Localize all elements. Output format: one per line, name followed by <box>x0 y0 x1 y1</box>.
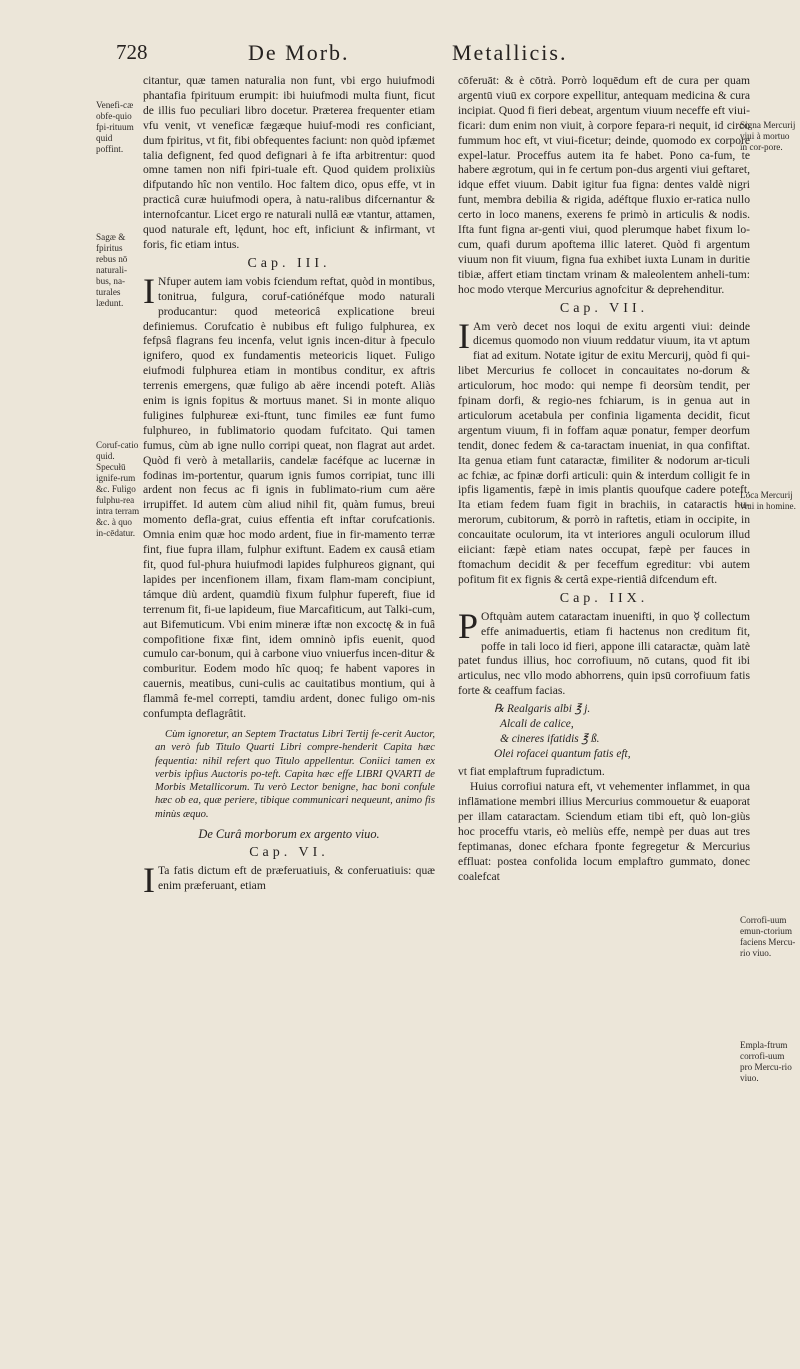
paragraph: POftquàm autem cataractam inuenifti, in quo ☿ collectum effe animaduertis, etiam fi hactenus non creditum fit, poffe in tali loco id fieri, appone illi cataractæ, quàm latè patet fundus illius, hoc corrofiuum, nō cutans, quod fit ibi articulus, nec vllo modo abhorrens, quin ipsū corrofiuum fatis forte & ceaffum facias. <box>458 605 750 698</box>
margin-note-right-2: Loca Mercurij viui in homine. <box>740 490 796 511</box>
margin-note-right-3: Corrofi-uum emun-ctorium faciens Mercu-rio viuo. <box>740 915 796 958</box>
running-title-left: De Morb. <box>248 40 350 65</box>
recipe-list <box>458 702 750 762</box>
margin-note-right-1: Signa Mercurij viui à mortuo in cor-pore. <box>740 120 796 152</box>
margin-note-left-2: Sagæ & fpiritus rebus nō naturali-bus, na-turales lædunt. <box>96 232 128 308</box>
chapter-heading: Cap. VII. <box>559 300 649 316</box>
left-text-column <box>143 74 435 900</box>
paragraph: IAm verò decet nos loqui de exitu argenti viui: deinde dicemus quomodo non viuum reddatur viuum, ita vt aptum fiat ad exitum. Notate igitur de exitu Mercurij, quòd fi qui-libet Mercurius fe collocet in concauitates no-dorum & articulorum, hoc modo: qui nempe fi deorsùm tendit, per fpinam dorfi, & regio-nes fchiarum, is in genua aut in articulorum acetabula per confinia ligamenta decidit, ficut argentum viuum, fi in foffam aquæ ponatur, femper deorfum tendit, donec fedem & ca-taractam inueniat, in qua confiftat. Ita genua etiam funt cataractæ, fimiliter & nodorum ar-ticuli ac fchiæ, ac fpinæ dorfi articuli: quin & interdum colligit fe in ipfis ligamentis, fæpè in imis plantis quoufque cadere poteft. Ita etiam fedem fuam figit in brachiis, in cataractis hu-merorum, cubitorum, & porrò in raftetis, etiam in occipite, in concauitate oculorum, ita vt interiores anguli oculorum illud eiiciant: fæpè etiam nates occupat, fæpè per fauces in ftomachum decidit & per feceffum egreditur: vbi autem pofitum fit ex fignis & certâ expe-rientiâ difcendum eft. <box>458 315 750 586</box>
paragraph: vt fiat emplaftrum fupradictum. <box>458 765 605 779</box>
page-number: 728 <box>116 40 148 64</box>
chapter-heading: Cap. VI. <box>249 844 329 860</box>
section-title: De Curâ morborum ex argento viuo. <box>198 827 380 842</box>
right-text-column <box>458 74 750 884</box>
recipe-line: Olei rofacei quantum fatis eft, <box>494 748 631 761</box>
recipe-line: Alcali de calice, <box>500 718 574 731</box>
margin-note-right-4: Empla-ftrum corrofi-uum pro Mercu-rio viuo. <box>740 1040 792 1083</box>
paragraph: ITa fatis dictum eft de præferuatiuis, & conferuatiuis: quæ enim præferuant, etiam <box>143 859 435 900</box>
recipe-line: & cineres ifatidis ℥ ß. <box>500 733 600 746</box>
paragraph: Huius corrofiui natura eft, vt vehementer inflammet, in qua inflāmatione membri illius Mercurius commouetur & euaporat per illam cataractam. Sciendum etiam tibi eft, quò lon-giùs hoc proceffu vtaris, eò meliùs effe, nempè per duas aut tres feptimanas, donec efchara fponte fegregetur & Mercurius effluat: postea confolida locum emplaftro gummato, donec coalefcat <box>458 780 750 883</box>
paragraph: citantur, quæ tamen naturalia non funt, vbi ergo huiufmodi phantafia fpirituum erumpit: ibi huiufmodi multa fiunt, ficut de illis fuo peculiari libro docetur. Præterea frequenter etiam vfu venit, vt veneficæ fægæque huiuf-modi res conficiant, dum fpiritus, vt fit, fibi obfequentes faciunt: non quòd ipfæmet talia defignent, fed quod defignari à fe ifta arbitrentur: quod omne tamen non nifi fpiri-tuale eft. Quod quidem prolixiùs difputando hîc non ventilo. Hoc faltem dico, opus effe, vt in practicâ curæ huiufmodi opera, à natu-ralibus difcernantur & internofcantur. Licet ergo re naturali nullâ eæ vtantur, attamen, quod naturale eft, lędunt, hoc eft, inficiunt & infirmant, vt foris, fic etiam intus. <box>143 74 435 251</box>
paragraph: INfuper autem iam vobis fciendum reftat, quòd in montibus, tonitrua, fulgura, coruf-catiónéfque modo naturali producantur: quod meteoricâ explicatione breui definiemus. Corufcatio è nubibus eft fuligo fulphurea, ex fefpsâ flagrans feu incenfa, velut ignis incen-ditur à fpeculo ignifero, quod ex fundamentis meteoricis liquet. Fuligo eiufmodi fulphurea etiam in montibus conditur, ex aftris terrenis emergens, quæ fuligo ab aëre incendi poteft. Aliàs enim is ignis fopitus & mortuus manet. Si in monte aliquo fuligines fulphureæ exi-ftunt, tunc fimiles eæ funt fumo fulphureo, in fublimatorio quodam fufcitato. Qui tamen fumus, cùm ab igne nullo corripi queat, non flagrat aut ardet. Quòd fi verò à metallariis, candelæ facéfque ac lucernæ in fodinas im-portentur, quarum ignis fumos corripiat, tunc illi ardent non fecus ac fi ignis in fublimato-rium cum aëre irrupiffet. Id autem cùm aliud nihil fit, quàm fumus, breui momento defla-grat, cuius effentia eft inftar corufcationis. Omnia enim quæ hoc modo ardent, fiue in fir-mamento terræ fint, fiue fupra illam, fulphur exiftunt. Eadem ex causâ etiam fit, quod ful-phura huiufmodi lapides fulphureos gignant, qui lapides per incenfionem illam, fixam flam-mam concipiunt, támque diù ardent, quamdiù fixum fulphur fupereft, fiue id terrenum fit, fi-ue lapideum, fiue Marcafiticum, aut Talki-cum, aut Bifemuticum. Vbi enim mineræ iftæ non excoctę & in fuâ compofitione fixæ fint, idem omninò ipfis euenit, quod cumulo car-bonum, qui à carbone viuo vniuerfus incen-ditur & comburitur. Eodem modo hîc quoq; fe habent vapores in cauernis, meatibus, cuni-culis ac cauitatibus montium, qui à flammâ fe-mel correpti, tamdiu ardent, donec fuligo om-nis confumpta deflagrâtit. <box>143 270 435 721</box>
running-title-right: Metallicis. <box>452 40 568 65</box>
recipe-line: ℞ Realgaris albi ℥ j. <box>494 703 591 716</box>
paragraph: cōferuāt: & è cōtrà. Porrò loquēdum eft de cura per quam argentū viuū ex corpore expellitur, antequam medicina & cura incipiat. Quod fi fieri debeat, argentum viuum neceffe eft viui-ficari: dum enim non viuit, à corpore fepara-ri nequit, id circo fummum hoc eft, vt viui-ficetur; deinde, quomodo ex corpore expel-latur. Proceffus autem ita fe habet. Pono ca-fum, te habere ægrotum, qui in fe certum pon-dus argenti viui geftaret, idque effet viuum. Dabit igitur fua figna: dentes valdè nigri funt, membra debilia & rigida, adéftque fluxio er-ratica nullo certo in loco manens, exerens fe primò in articulis & nodis. Ifta funt figna ar-genti viui, quod plerumque habet fixum lo-cum, quafi durum apoftema illic lateret. Quòd fi argentum viuum non fit viuum, figna fua exhibet iuxta Lunam in duritie tibiæ, affert etiam tinctam vrinam & maleolentem anheli-tum: hoc modo vterque Mercurius agnofcitur & deprehenditur. <box>458 74 750 296</box>
editor-note: Cùm ignoretur, an Septem Tractatus Libri Tertij fe-cerit Auctor, an verò fub Titulo Quarti Libri compre-henderit Capita hæc fequentia: nihil refert quo Titulo appellentur. Coniici tamen ex verbis ipfius Auctoris po-teft. Capita hæc effe LIBRI QVARTI de Morbis Metallicorum. Tu verò Lector benigne, hac boni confule hæc ob ea, quæ periere, tibique communicari nequeunt, animo fis minùs æquo. <box>155 728 435 820</box>
chapter-heading: Cap. III. <box>247 255 331 271</box>
page-header <box>116 40 736 70</box>
chapter-heading: Cap. IIX. <box>559 590 649 606</box>
margin-note-left-3: Coruf-catio quid. Specułū ignife-rum &c. Fuligo fulphu-rea intra terram &c. à quo in-cēdatur. <box>96 440 140 538</box>
margin-note-left-1: Venefi-cæ obfe-quio fpi-rituum quid poffint. <box>96 100 134 154</box>
